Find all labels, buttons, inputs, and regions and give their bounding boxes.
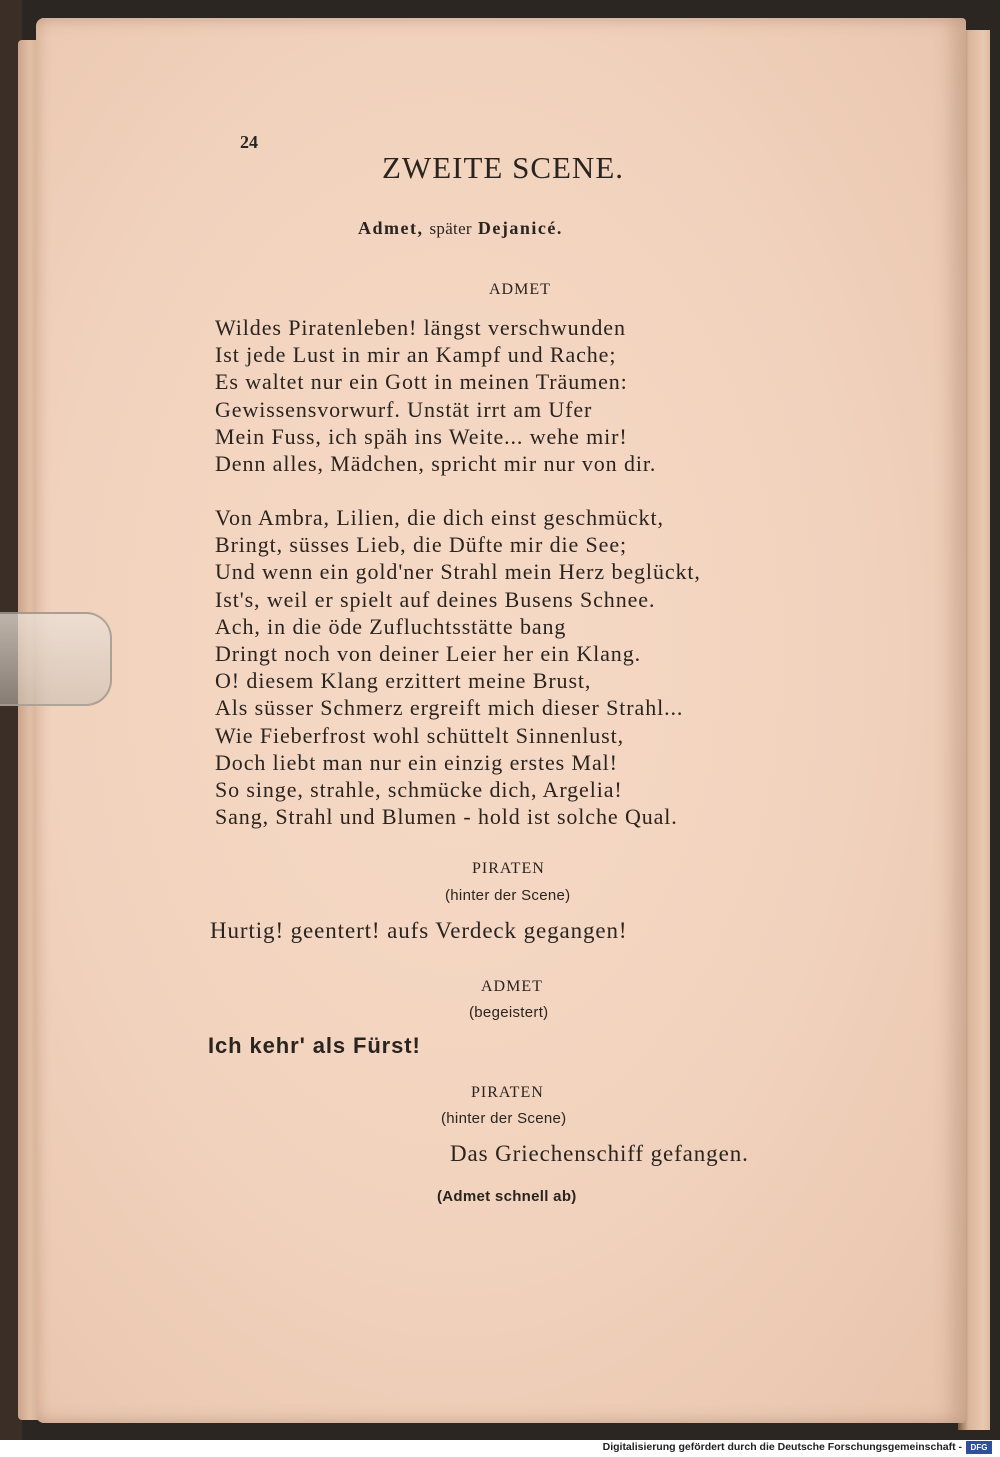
scene-characters xyxy=(358,218,563,239)
stage-direction: (Admet schnell ab) xyxy=(437,1188,577,1205)
verse-line: Ist jede Lust in mir an Kampf und Rache; xyxy=(215,342,617,368)
scan-background-right xyxy=(990,0,1000,1440)
verse-line: Sang, Strahl und Blumen - hold ist solche Qual. xyxy=(215,804,678,830)
verse-line: Es waltet nur ein Gott in meinen Träumen: xyxy=(215,369,628,395)
speaker-piraten: PIRATEN xyxy=(471,1084,544,1101)
verse-line: Als süsser Schmerz ergreift mich dieser Strahl... xyxy=(215,695,684,721)
verse-line: Ist's, weil er spielt auf deines Busens Schnee. xyxy=(215,586,656,612)
stanza-2 xyxy=(215,504,701,830)
verse-line: Hurtig! geentert! aufs Verdeck gegangen! xyxy=(210,918,628,943)
stage-direction: (begeistert) xyxy=(469,1004,549,1021)
verse-line: Denn alles, Mädchen, spricht mir nur von dir. xyxy=(215,451,657,477)
funding-credit: Digitalisierung gefördert durch die Deutsche Forschungsgemeinschaft - xyxy=(602,1441,962,1453)
verse-line: Wildes Piratenleben! längst verschwunden xyxy=(215,315,626,340)
verse-line: Mein Fuss, ich späh ins Weite... wehe mir! xyxy=(215,423,628,449)
character-connector: später xyxy=(429,219,472,238)
verse-line: Gewissensvorwurf. Unstät irrt am Ufer xyxy=(215,396,593,422)
verse-line: O! diesem Klang erzittert meine Brust, xyxy=(215,668,592,694)
speaker-admet: ADMET xyxy=(489,281,551,298)
verse-line: Von Ambra, Lilien, die dich einst geschmückt, xyxy=(215,505,664,530)
verse-line: Ach, in die öde Zufluchtsstätte bang xyxy=(215,613,567,639)
speaker-admet: ADMET xyxy=(481,978,543,995)
stage-direction: (hinter der Scene) xyxy=(441,1110,567,1127)
stage-direction: (hinter der Scene) xyxy=(445,887,571,904)
character-admet: Admet, xyxy=(358,218,424,238)
verse-line: So singe, strahle, schmücke dich, Argelia! xyxy=(215,777,623,803)
verse-line: Das Griechenschiff gefangen. xyxy=(450,1141,749,1166)
dfg-logo: DFG xyxy=(966,1441,992,1454)
speaker-piraten: PIRATEN xyxy=(472,860,545,877)
verse-line: Bringt, süsses Lieb, die Düfte mir die See; xyxy=(215,532,628,558)
verse-line: Ich kehr' als Fürst! xyxy=(208,1033,421,1058)
verse-line: Dringt noch von deiner Leier her ein Klang. xyxy=(215,641,642,667)
stanza-1 xyxy=(215,314,656,477)
verse-line: Und wenn ein gold'ner Strahl mein Herz beglückt, xyxy=(215,559,701,585)
page-number: 24 xyxy=(240,132,258,152)
verse-line: Doch liebt man nur ein einzig erstes Mal! xyxy=(215,749,618,775)
character-dejanice: Dejanicé. xyxy=(477,218,563,238)
scene-title: ZWEITE SCENE. xyxy=(382,150,625,185)
verse-line: Wie Fieberfrost wohl schüttelt Sinnenlust, xyxy=(215,722,625,748)
plastic-clip xyxy=(0,612,112,706)
